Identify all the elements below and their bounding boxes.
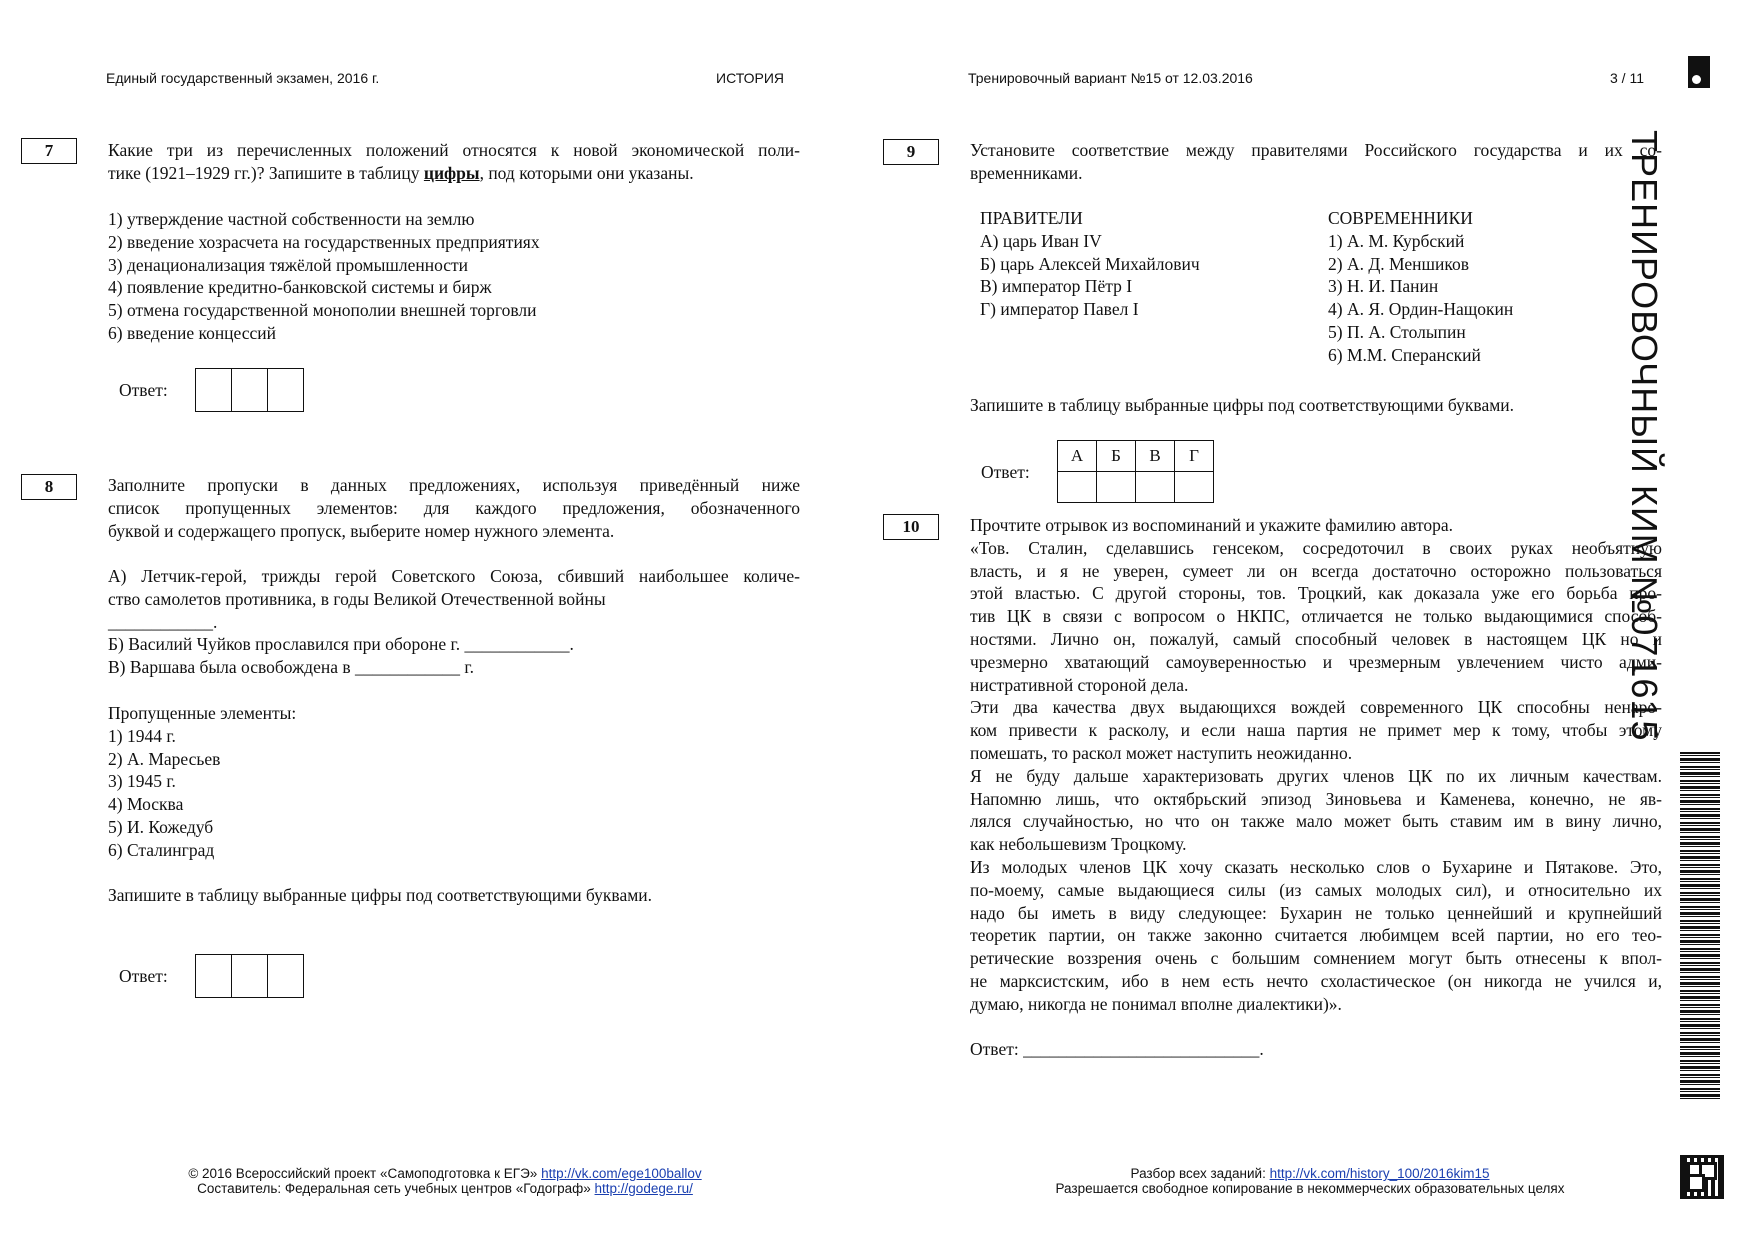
question-9-intro: Установите соответствие между правителями Российского государства и их со- временниками. [970,140,1662,183]
answer-cell[interactable] [1136,472,1175,503]
header-exam: Единый государственный экзамен, 2016 г. [106,70,380,86]
q7-answer-label: Ответ: [119,380,168,400]
question-number-8: 8 [21,474,77,500]
list-item: 5) П. А. Столыпин [1328,321,1466,342]
list-item: 6) Сталинград [108,839,215,860]
list-item: В) император Пётр I [980,276,1133,297]
page-number: 3 / 11 [1610,70,1644,86]
q9-answer-label: Ответ: [981,462,1030,482]
q10-answer-line[interactable]: Ответ: ___________________________. [970,1039,1264,1059]
rulers-column [980,207,1200,321]
list-item: 4) Москва [108,794,184,815]
answer-cell[interactable] [268,955,303,997]
question-8-sentences: А) Летчик-герой, трижды герой Советского Союза, сбивший наибольшее количе- ство самолетов противника, в годы Великой Отечественной войны ____________. Б) Василий Чуйков прославился при обороне г. ____________. В) Варшава была освобождена в ____________ г. [108,566,800,678]
list-item: А) царь Иван IV [980,230,1102,251]
footer-left: © 2016 Всероссийский проект «Самоподготовка к ЕГЭ» http://vk.com/ege100ballov Составитель: Федеральная сеть учебных центров «Годограф» http://godege.ru/ [188,1166,702,1196]
answer-cell[interactable] [268,369,303,411]
contemporaries-column [1328,207,1513,367]
q7-bold-word: цифры [423,162,480,183]
list-item: 3) денационализация тяжёлой промышленности [108,254,469,275]
table-header-g: Г [1175,441,1214,472]
elements-title: Пропущенные элементы: [108,703,297,723]
list-item: 2) введение хозрасчета на государственных предприятиях [108,231,540,252]
list-item: 1) А. М. Курбский [1328,230,1465,251]
vertical-title: ТРЕНИРОВОЧНЫЙ КИМ №071615 [1624,130,1665,742]
answer-cell[interactable] [232,955,268,997]
footer-right: Разбор всех заданий: http://vk.com/history_100/2016kim15 Разрешается свободное копирование в некоммерческих образовательных целях [1055,1166,1565,1196]
answer-cell[interactable] [196,955,232,997]
list-item: 3) Н. И. Панин [1328,276,1439,297]
footer-link-godege[interactable]: http://godege.ru/ [594,1181,693,1196]
q9-instruction: Запишите в таблицу выбранные цифры под соответствующими буквами. [970,395,1515,415]
list-item: 1) утверждение частной собственности на землю [108,209,475,229]
answer-cell[interactable] [1175,472,1214,503]
q8-instruction: Запишите в таблицу выбранные цифры под соответствующими буквами. [108,885,653,905]
corner-marker-icon [1688,56,1710,88]
contemporaries-title: СОВРЕМЕННИКИ [1328,208,1473,228]
list-item: 5) И. Кожедуб [108,816,214,837]
list-item: 4) А. Я. Ордин-Нащокин [1328,299,1514,320]
rulers-title: ПРАВИТЕЛИ [980,208,1083,228]
list-item: 5) отмена государственной монополии внешней торговли [108,300,537,321]
list-item: Г) император Павел I [980,299,1139,320]
header-subject: ИСТОРИЯ [716,70,785,86]
question-7-options [108,208,540,345]
qr-code-icon [1680,1155,1724,1199]
footer-link-vk[interactable]: http://vk.com/ege100ballov [541,1166,702,1181]
question-7-text [108,139,800,185]
header-variant: Тренировочный вариант №15 от 12.03.2016 [968,70,1253,86]
list-item: 6) введение концессий [108,322,277,343]
table-header-v: В [1136,441,1175,472]
table-header-a: А [1058,441,1097,472]
q7-line-2: тике (1921–1929 гг.)? Запишите в таблицу цифры, под которыми они указаны. [108,162,694,183]
question-number-7: 7 [21,138,77,164]
list-item: 2) А. Маресьев [108,748,221,769]
q8-answer-boxes[interactable] [195,954,304,998]
table-header-b: Б [1097,441,1136,472]
list-item: 1) 1944 г. [108,725,176,746]
answer-cell[interactable] [1058,472,1097,503]
q7-line-1: Какие три из перечисленных положений относятся к новой экономической поли- [108,140,800,160]
q9-answer-table [1057,440,1214,503]
barcode-icon [1680,752,1720,1102]
list-item: Б) царь Алексей Михайлович [980,253,1200,274]
footer-link-analysis[interactable]: http://vk.com/history_100/2016kim15 [1269,1166,1490,1181]
answer-cell[interactable] [1097,472,1136,503]
answer-cell[interactable] [232,369,268,411]
q8-answer-label: Ответ: [119,966,168,986]
question-number-9: 9 [883,139,939,165]
answer-cell[interactable] [196,369,232,411]
list-item: 3) 1945 г. [108,771,176,792]
list-item: 2) А. Д. Меншиков [1328,253,1469,274]
question-8-elements [108,702,296,862]
question-number-10: 10 [883,514,939,540]
question-8-intro: Заполните пропуски в данных предложениях, используя приведённый ниже список пропущенных элементов: для каждого предложения, обозначенного буквой и содержащего пропуск, выберите номер нужного элемента. [108,475,800,541]
list-item: 6) М.М. Сперанский [1328,344,1481,365]
q7-answer-boxes[interactable] [195,368,304,412]
question-10-text: Прочтите отрывок из воспоминаний и укажите фамилию автора. «Тов. Сталин, сделавшись генсеком, сосредоточил в своих руках необъятную власть, и я не уверен, сумеет ли он всегда достаточно осторожно пользоваться этой властью. С другой стороны, тов. Троцкий, как доказала уже его борьба про- тив ЦК в связи с вопросом о НКПС, отличается не только выдающимися способ- ностями. Лично он, пожалуй, самый способный человек в настоящем ЦК но и чрезмерно хватающий самоуверенностью и чрезмерным увлечением чисто адми- нистративной стороной дела. Эти два качества двух выдающихся вождей современного ЦК способны ненаро- ком привести к расколу, и если наша партия не примет мер к тому, чтобы этому помешать, то раскол может наступить неожиданно. Я не буду дальше характеризовать других членов ЦК по их личным качествам. Напомню лишь, что октябрьский эпизод Зиновьева и Каменева, конечно, не яв- лялся случайностью, но что он также мало может быть ставим им в вину лично, как небольшевизм Троцкому. Из молодых членов ЦК хочу сказать несколько слов о Бухарине и Пятакове. Это, по-моему, самые выдающиеся силы (из самых молодых сил), и относительно их надо бы иметь в виду следующее: Бухарин не только ценнейший и крупнейший теоретик партии, он также законно считается любимцем всей партии, но его тео- ретические воззрения очень с большим сомнением могут быть отнесены к впол- не марксистским, ибо в нем есть нечто схоластическое (он никогда не учился и, думаю, никогда не понимал вполне диалектики)». [970,515,1662,1014]
list-item: 4) появление кредитно-банковской системы и бирж [108,277,492,298]
